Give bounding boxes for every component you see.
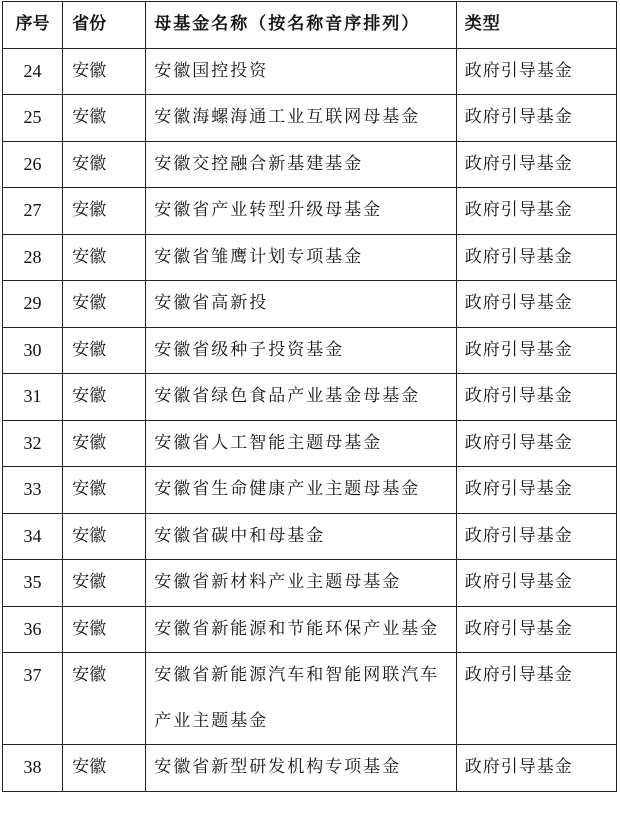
cell-no: 34 [3,513,63,560]
cell-name: 安徽省碳中和母基金 [146,513,457,560]
cell-type: 政府引导基金 [456,467,616,514]
cell-province: 安徽 [63,281,146,328]
cell-type: 政府引导基金 [456,560,616,607]
cell-name: 安徽省产业转型升级母基金 [146,188,457,235]
cell-no: 38 [3,745,63,792]
table-row [3,653,617,745]
table-row [3,560,617,607]
table-row [3,188,617,235]
cell-type: 政府引导基金 [456,95,616,142]
cell-province: 安徽 [63,95,146,142]
cell-province: 安徽 [63,141,146,188]
header-type: 类型 [456,2,616,49]
table-row [3,420,617,467]
fund-table [2,1,617,792]
cell-type: 政府引导基金 [456,374,616,421]
cell-province: 安徽 [63,653,146,745]
cell-name: 安徽海螺海通工业互联网母基金 [146,95,457,142]
table-row [3,606,617,653]
table-row [3,513,617,560]
cell-name: 安徽交控融合新基建基金 [146,141,457,188]
table-row [3,141,617,188]
cell-province: 安徽 [63,188,146,235]
cell-type: 政府引导基金 [456,513,616,560]
cell-province: 安徽 [63,48,146,95]
cell-name: 安徽省雏鹰计划专项基金 [146,234,457,281]
cell-name: 安徽省绿色食品产业基金母基金 [146,374,457,421]
cell-name: 安徽省新能源和节能环保产业基金 [146,606,457,653]
table-row [3,327,617,374]
table-row [3,95,617,142]
header-province: 省份 [63,2,146,49]
cell-no: 32 [3,420,63,467]
cell-province: 安徽 [63,513,146,560]
cell-province: 安徽 [63,374,146,421]
cell-no: 30 [3,327,63,374]
cell-type: 政府引导基金 [456,327,616,374]
cell-type: 政府引导基金 [456,606,616,653]
cell-type: 政府引导基金 [456,653,616,745]
header-row [3,2,617,49]
header-no: 序号 [3,2,63,49]
cell-no: 35 [3,560,63,607]
cell-type: 政府引导基金 [456,281,616,328]
cell-name: 安徽国控投资 [146,48,457,95]
cell-no: 26 [3,141,63,188]
cell-type: 政府引导基金 [456,141,616,188]
cell-province: 安徽 [63,745,146,792]
table-row [3,281,617,328]
cell-province: 安徽 [63,467,146,514]
cell-name: 安徽省级种子投资基金 [146,327,457,374]
cell-province: 安徽 [63,234,146,281]
table-row [3,234,617,281]
cell-province: 安徽 [63,606,146,653]
cell-province: 安徽 [63,327,146,374]
cell-name: 安徽省人工智能主题母基金 [146,420,457,467]
table-body [3,48,617,791]
header-name: 母基金名称（按名称音序排列） [146,2,457,49]
cell-name: 安徽省新材料产业主题母基金 [146,560,457,607]
cell-province: 安徽 [63,420,146,467]
table-row [3,467,617,514]
table-row [3,374,617,421]
cell-type: 政府引导基金 [456,48,616,95]
cell-no: 36 [3,606,63,653]
cell-province: 安徽 [63,560,146,607]
cell-name: 安徽省新型研发机构专项基金 [146,745,457,792]
cell-type: 政府引导基金 [456,745,616,792]
cell-no: 31 [3,374,63,421]
cell-no: 29 [3,281,63,328]
table-row [3,48,617,95]
cell-no: 37 [3,653,63,745]
cell-name: 安徽省高新投 [146,281,457,328]
cell-no: 28 [3,234,63,281]
cell-no: 27 [3,188,63,235]
cell-no: 25 [3,95,63,142]
cell-type: 政府引导基金 [456,234,616,281]
cell-type: 政府引导基金 [456,188,616,235]
cell-no: 24 [3,48,63,95]
cell-type: 政府引导基金 [456,420,616,467]
cell-no: 33 [3,467,63,514]
cell-name: 安徽省新能源汽车和智能网联汽车产业主题基金 [146,653,457,745]
cell-name: 安徽省生命健康产业主题母基金 [146,467,457,514]
table-row [3,745,617,792]
